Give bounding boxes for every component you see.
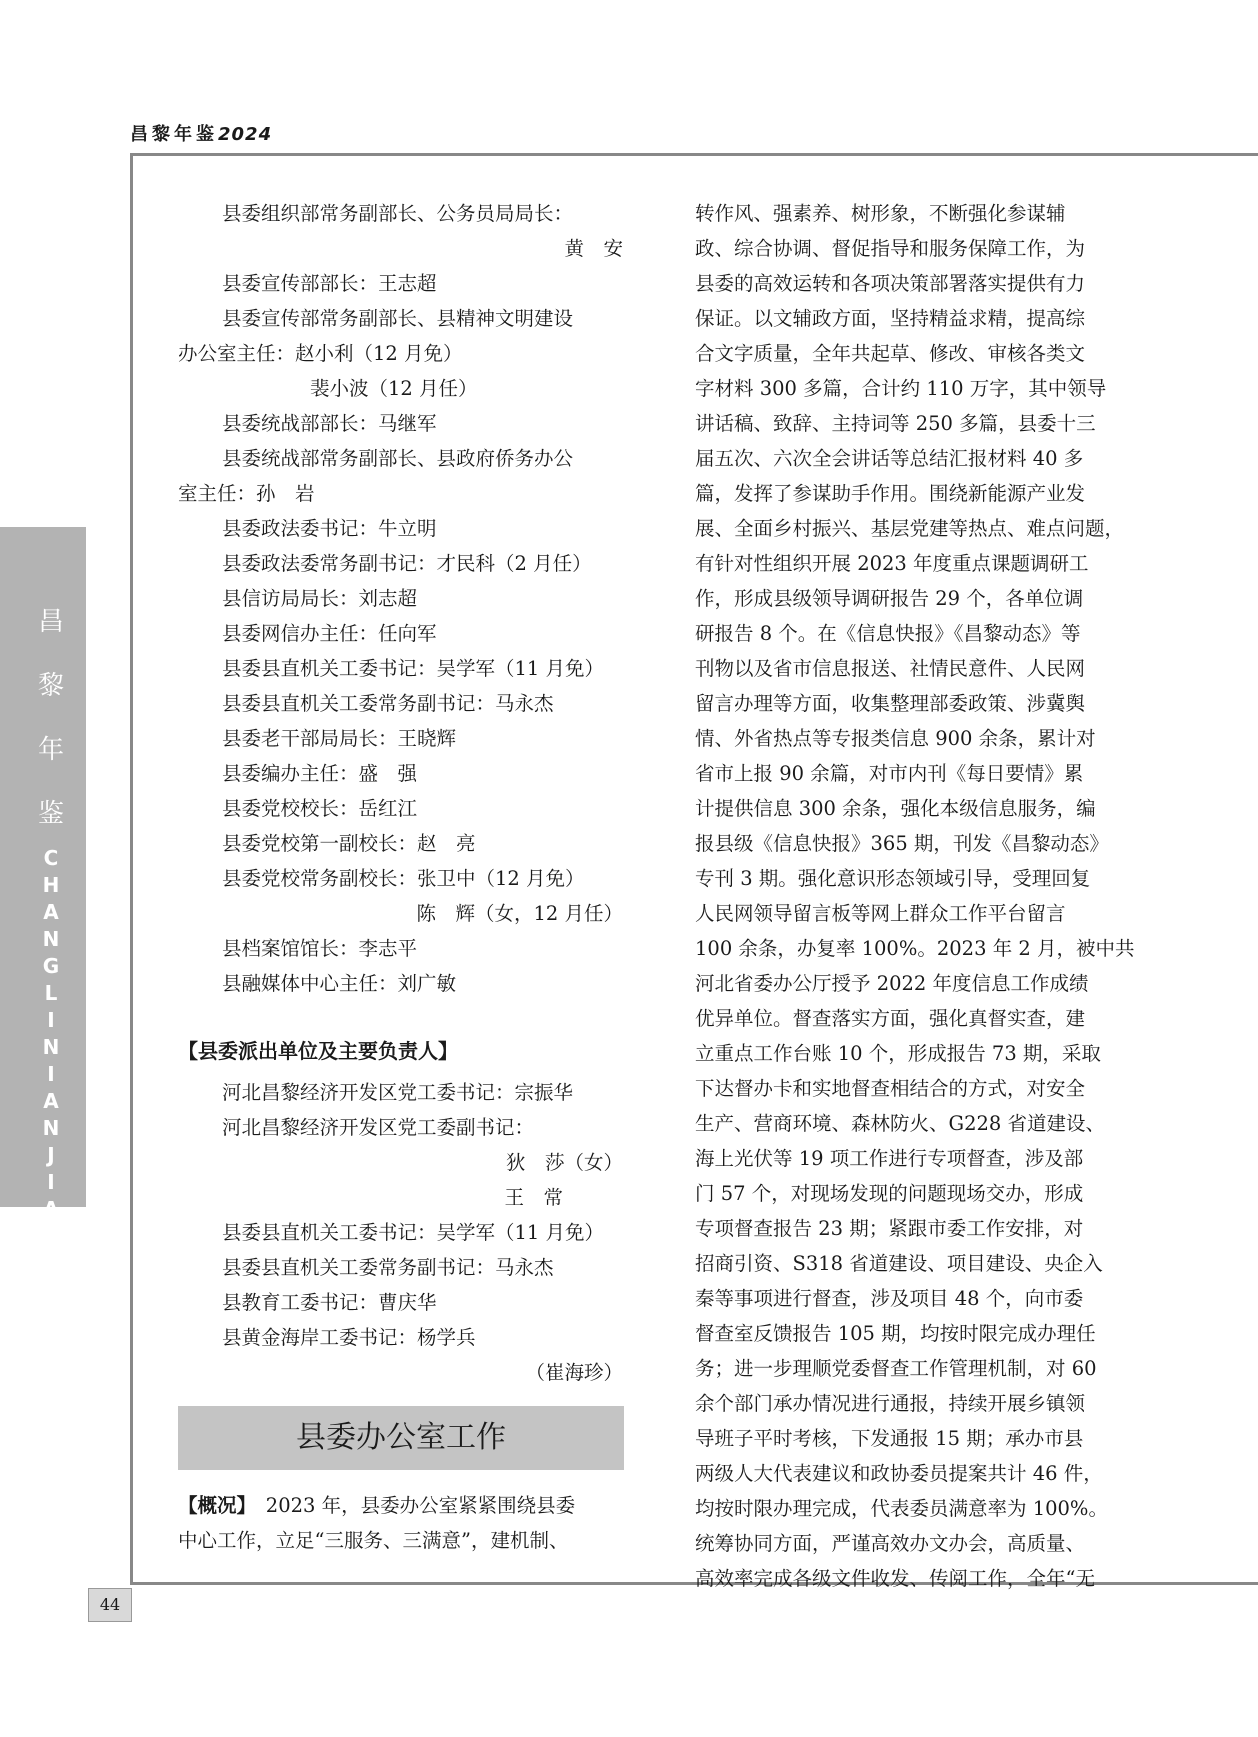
right-text-line: 政、综合协调、督促指导和服务保障工作，为: [695, 237, 1086, 260]
left-list-line: 县委县直机关工委常务副书记：马永杰: [222, 692, 554, 715]
right-text-line: 合文字质量，全年共起草、修改、审核各类文: [695, 342, 1086, 365]
right-text-line: 100 余条，办复率 100%。2023 年 2 月，被中共: [695, 937, 1135, 960]
right-text-line: 专项督查报告 23 期；紧跟市委工作安排，对: [695, 1217, 1084, 1240]
section-title: 【县委派出单位及主要负责人】: [178, 1039, 458, 1063]
right-text-line: 专刊 3 期。强化意识形态领域引导，受理回复: [695, 867, 1091, 890]
left-column-list: [178, 196, 623, 1001]
side-tab-char: 昌: [37, 607, 64, 637]
side-tab-letter: I: [47, 1008, 55, 1032]
right-text-line: 转作风、强素养、树形象，不断强化参谋辅: [695, 202, 1066, 225]
right-text-line: 余个部门承办情况进行通报，持续开展乡镇领: [695, 1392, 1086, 1415]
side-tab-letter: N: [42, 1116, 60, 1140]
side-tab-letter: J: [47, 1143, 55, 1167]
right-text-line: 高效率完成各级文件收发、传阅工作，全年“无: [695, 1567, 1095, 1590]
side-tab-char: 黎: [37, 671, 64, 701]
side-tab-letter: G: [42, 954, 60, 978]
right-column-text: [695, 196, 1141, 1596]
left-list-line: 县委党校第一副校长：赵 亮: [222, 832, 476, 855]
left-list-line: 室主任：孙 岩: [178, 482, 315, 505]
side-tab-letter: N: [42, 1035, 60, 1059]
section-heading: 县委办公室工作: [178, 1406, 624, 1470]
right-text-line: 留言办理等方面，收集整理部委政策、涉冀舆: [695, 692, 1086, 715]
right-text-line: 下达督办卡和实地督查相结合的方式，对安全: [695, 1077, 1086, 1100]
left-list-line: 县委党校校长：岳红江: [222, 797, 418, 820]
left-list2-line: 狄 莎（女）: [505, 1151, 623, 1174]
left-list-line: 县委宣传部常务副部长、县精神文明建设: [222, 307, 574, 330]
right-text-line: 字材料 300 多篇，合计约 110 万字，其中领导: [695, 377, 1107, 400]
right-text-line: 计提供信息 300 余条，强化本级信息服务，编: [695, 797, 1096, 820]
side-tab-letter: A: [43, 900, 59, 924]
side-tab-pinyin-title: [38, 845, 64, 1250]
left-list2-line: 河北昌黎经济开发区党工委副书记：: [222, 1116, 535, 1139]
side-tab-letter: N: [42, 1224, 60, 1248]
left-list2-line: （崔海珍）: [525, 1361, 623, 1384]
right-text-line: 篇，发挥了参谋助手作用。围绕新能源产业发: [695, 482, 1086, 505]
side-tab-char: 鉴: [37, 799, 64, 829]
side-tab-letter: N: [42, 927, 60, 951]
left-list-line: 县委老干部局局长：王晓辉: [222, 727, 457, 750]
left-column-list-2: [178, 1075, 623, 1390]
side-tab-char: 年: [37, 735, 64, 765]
page-number: 44: [88, 1588, 132, 1622]
left-list-line: 县委统战部部长：马继军: [222, 412, 437, 435]
right-text-line: 生产、营商环境、森林防火、G228 省道建设、: [695, 1112, 1105, 1135]
right-text-line: 研报告 8 个。在《信息快报》《昌黎动态》等: [695, 622, 1081, 645]
right-text-line: 作，形成县级领导调研报告 29 个，各单位调: [695, 587, 1084, 610]
right-text-line: 两级人大代表建议和政协委员提案共计 46 件，: [695, 1462, 1103, 1485]
right-text-line: 秦等事项进行督查，涉及项目 48 个，向市委: [695, 1287, 1084, 1310]
right-text-line: 县委的高效运转和各项决策部署落实提供有力: [695, 272, 1086, 295]
right-text-line: 省市上报 90 余篇，对市内刊《每日要情》累: [695, 762, 1084, 785]
left-list-line: 县委编办主任：盛 强: [222, 762, 418, 785]
left-list2-line: 县委县直机关工委书记：吴学军（11 月免）: [222, 1221, 605, 1244]
right-text-line: 届五次、六次全会讲话等总结汇报材料 40 多: [695, 447, 1084, 470]
side-tab-letter: L: [44, 981, 58, 1005]
right-text-line: 立重点工作台账 10 个，形成报告 73 期，采取: [695, 1042, 1101, 1065]
left-list-line: 县档案馆馆长：李志平: [222, 937, 418, 960]
right-text-line: 均按时限办理完成，代表委员满意率为 100%。: [695, 1497, 1108, 1520]
left-list-line: 县信访局局长：刘志超: [222, 587, 418, 610]
left-list-line: 县委县直机关工委书记：吴学军（11 月免）: [222, 657, 605, 680]
left-list2-line: 王 常: [504, 1186, 563, 1209]
left-list-line: 县委宣传部部长：王志超: [222, 272, 437, 295]
right-text-line: 河北省委办公厅授予 2022 年度信息工作成绩: [695, 972, 1089, 995]
overview-second-line: 中心工作，立足“三服务、三满意”，建机制、: [178, 1529, 569, 1552]
side-tab-letter: I: [47, 1062, 55, 1086]
left-list2-line: 县黄金海岸工委书记：杨学兵: [222, 1326, 476, 1349]
right-text-line: 务；进一步理顺党委督查工作管理机制，对 60: [695, 1357, 1097, 1380]
right-text-line: 人民网领导留言板等网上群众工作平台留言: [695, 902, 1066, 925]
overview-label: 【概况】: [178, 1494, 247, 1517]
right-text-line: 海上光伏等 19 项工作进行专项督查，涉及部: [695, 1147, 1084, 1170]
overview-first-line: 2023 年，县委办公室紧紧围绕县委: [265, 1494, 576, 1517]
right-text-line: 情、外省热点等专报类信息 900 余条，累计对: [695, 727, 1096, 750]
side-tab-letter: I: [47, 1170, 55, 1194]
left-list-line: 裴小波（12 月任）: [310, 377, 478, 400]
right-text-line: 招商引资、S318 省道建设、项目建设、央企入: [695, 1252, 1103, 1275]
side-tab-chinese-title: [36, 590, 66, 846]
left-list-line: 县委政法委书记：牛立明: [222, 517, 437, 540]
right-text-line: 刊物以及省市信息报送、社情民意件、人民网: [695, 657, 1086, 680]
left-list-line: 县委政法委常务副书记：才民科（2 月任）: [222, 552, 592, 575]
right-text-line: 报县级《信息快报》365 期，刊发《昌黎动态》: [695, 832, 1109, 855]
left-list2-line: 县委县直机关工委常务副书记：马永杰: [222, 1256, 554, 1279]
running-header: 昌黎年鉴2024: [130, 124, 273, 145]
right-text-line: 展、全面乡村振兴、基层党建等热点、难点问题，: [695, 517, 1125, 540]
right-text-line: 有针对性组织开展 2023 年度重点课题调研工: [695, 552, 1089, 575]
left-list2-line: 河北昌黎经济开发区党工委书记：宗振华: [222, 1081, 574, 1104]
right-text-line: 门 57 个，对现场发现的问题现场交办，形成: [695, 1182, 1084, 1205]
left-list-line: 陈 辉（女，12 月任）: [416, 902, 623, 925]
left-list-line: 县委网信办主任：任向军: [222, 622, 437, 645]
frame-left-rule: [130, 153, 133, 1585]
side-tab-letter: A: [43, 1089, 59, 1113]
left-list2-line: 县教育工委书记：曹庆华: [222, 1291, 437, 1314]
side-tab-letter: H: [42, 873, 60, 897]
right-text-line: 导班子平时考核，下发通报 15 期；承办市县: [695, 1427, 1084, 1450]
left-list-line: 办公室主任：赵小利（12 月免）: [178, 342, 463, 365]
side-tab-letter: C: [43, 846, 59, 870]
right-text-line: 讲话稿、致辞、主持词等 250 多篇，县委十三: [695, 412, 1096, 435]
right-text-line: 保证。以文辅政方面，坚持精益求精，提高综: [695, 307, 1086, 330]
right-text-line: 优异单位。督查落实方面，强化真督实查，建: [695, 1007, 1086, 1030]
left-list-line: 县委组织部常务副部长、公务员局局长：: [222, 202, 574, 225]
overview-paragraph: [178, 1488, 623, 1558]
left-list-line: 黄 安: [564, 237, 623, 260]
right-text-line: 统筹协同方面，严谨高效办文办会，高质量、: [695, 1532, 1086, 1555]
frame-top-rule: [130, 153, 1258, 156]
right-text-line: 督查室反馈报告 105 期，均按时限完成办理任: [695, 1322, 1096, 1345]
side-tab-letter: A: [43, 1197, 59, 1221]
left-list-line: 县委统战部常务副部长、县政府侨务办公: [222, 447, 574, 470]
left-list-line: 县融媒体中心主任：刘广敏: [222, 972, 457, 995]
left-list-line: 县委党校常务副校长：张卫中（12 月免）: [222, 867, 585, 890]
